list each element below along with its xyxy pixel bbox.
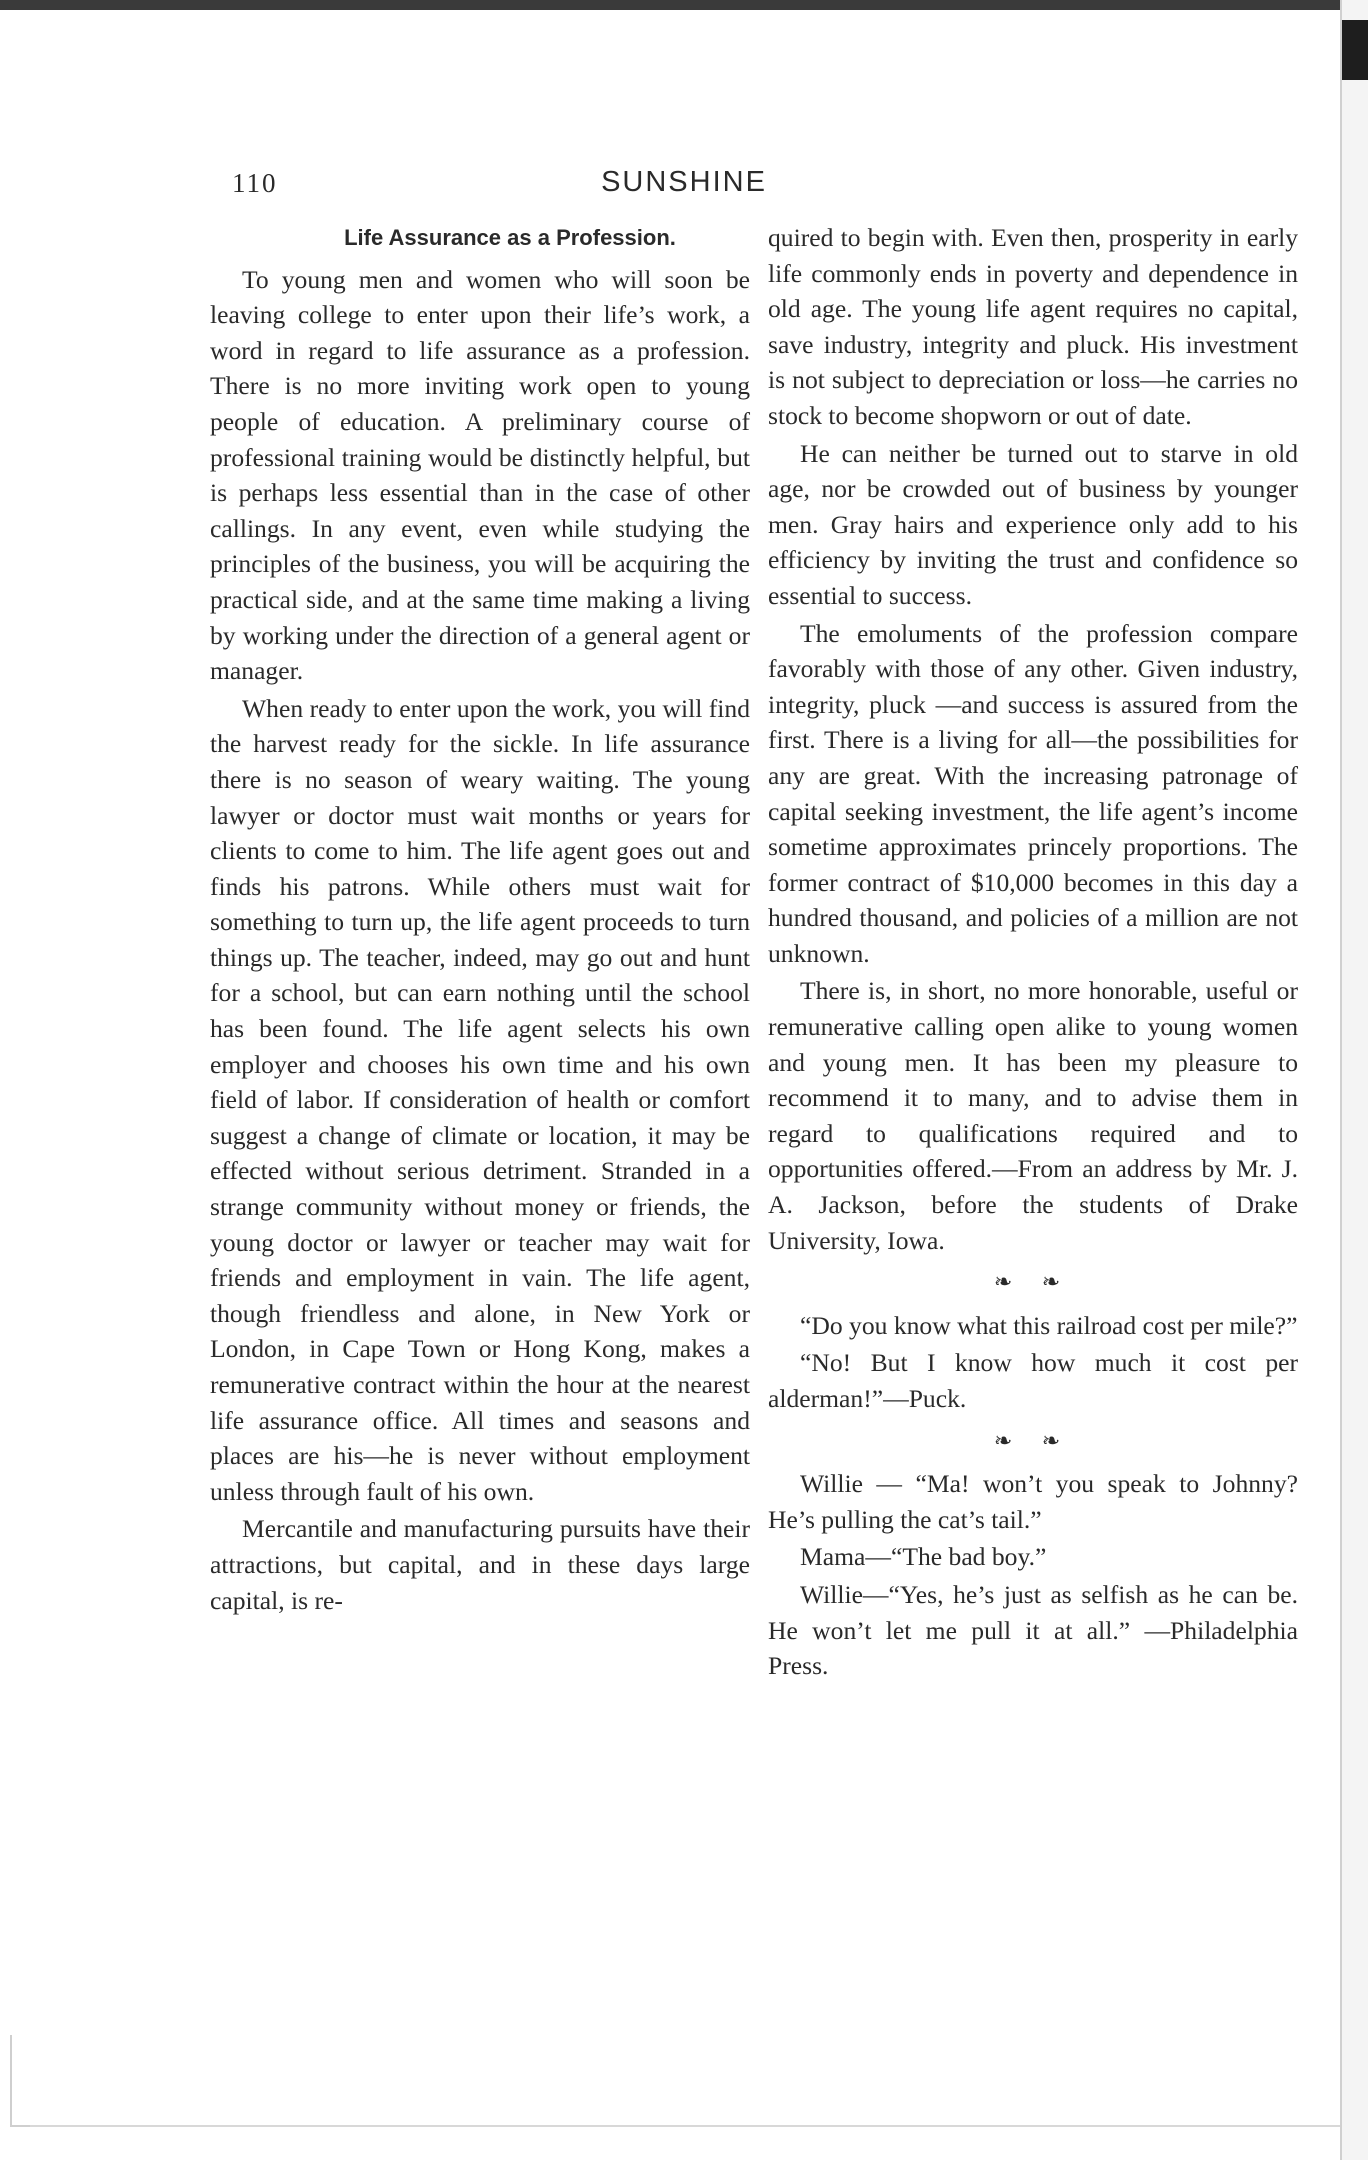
running-head: SUNSHINE: [601, 166, 767, 198]
scan-right-edge: [1340, 0, 1368, 2160]
article-paragraph: When ready to enter upon the work, you will find the harvest ready for the sickle. In life assurance there is no season of weary waiting. The young lawyer or doctor must wait months or years for clients to come to him. The life agent goes out and finds his patrons. While others must wait for something to turn up, the life agent proceeds to turn things up. The teacher, indeed, may go out and hunt for a school, but can earn nothing until the school has been found. The life agent selects his own employer and chooses his own time and his own field of labor. If consideration of health or comfort suggest a change of climate or location, it may be effected without serious detriment. Stranded in a strange community without money or friends, the young doctor or lawyer or teacher may wait for friends and employment in vain. The life agent, though friendless and alone, in New York or London, in Cape Town or Hong Kong, makes a remunerative contract within the hour at the nearest life assurance office. All times and seasons and places are his—he is never without employment unless through fault of his own.: [210, 693, 750, 1506]
article-paragraph: There is, in short, no more honorable, useful or remunerative calling open alike to young women and young men. It has been my pleasure to recommend it to many, and to advise them in regard to qualifications required and to opportunities offered.—From an address by Mr. J. A. Jackson, before the students of Drake University, Iowa.: [768, 976, 1298, 1255]
scan-edge-tab: [1342, 20, 1368, 80]
article-paragraph: quired to begin with. Even then, prosperity in early life commonly ends in poverty and dependence in old age. The young life agent requires no capital, save industry, integrity and pluck. His investment is not subject to depreciation or loss—he carries no stock to become shopworn or out of date.: [768, 223, 1298, 430]
article-title: Life Assurance as a Profession.: [344, 225, 676, 250]
article-paragraph: The emoluments of the profession compare favorably with those of any other. Given industry, integrity, pluck —and success is assured from the first. There is a living for all—the possibilities for any are great. With the increasing patronage of capital seeking investment, the life agent’s income sometime approximates princely proportions. The former contract of $10,000 becomes in this day a hundred thousand, and policies of a million are not unknown.: [768, 618, 1298, 968]
joke-line: Mama—“The bad boy.”: [800, 1542, 1047, 1572]
joke-line: Willie—“Yes, he’s just as selfish as he can be. He won’t let me pull it at all.” —Philadelphia Press.: [768, 1579, 1298, 1681]
article-paragraph: To young men and women who will soon be leaving college to enter upon their life’s work, a word in regard to life assurance as a profession. There is no more inviting work open to young people of education. A preliminary course of professional training would be distinctly helpful, but is perhaps less essential than in the case of other callings. In any event, even while studying the principles of the business, you will be acquiring the practical side, and at the same time making a living by working under the direction of a general agent or manager.: [210, 264, 750, 686]
scan-top-edge: [0, 0, 1368, 10]
page-number: 110: [232, 168, 278, 198]
joke-line: “Do you know what this railroad cost per mile?”: [800, 1310, 1298, 1340]
section-separator: ❧ ❧: [993, 1269, 1073, 1295]
article-paragraph: He can neither be turned out to starve in old age, nor be crowded out of business by younger men. Gray hairs and experience only add to his efficiency by inviting the trust and confidence so essential to success.: [768, 438, 1298, 610]
left-column: [210, 220, 750, 1620]
scan-bottom-edge: [30, 2125, 1340, 2127]
section-separator: ❧ ❧: [993, 1427, 1073, 1453]
scan-corner-mark: [10, 2035, 32, 2127]
right-column: [768, 220, 1298, 1686]
joke-line: Willie — “Ma! won’t you speak to Johnny? He’s pulling the cat’s tail.”: [768, 1469, 1298, 1534]
article-paragraph: Mercantile and manufacturing pursuits have their attractions, but capital, and in these days large capital, is re-: [210, 1514, 750, 1615]
joke-line: “No! But I know how much it cost per alderman!”—Puck.: [768, 1348, 1298, 1413]
